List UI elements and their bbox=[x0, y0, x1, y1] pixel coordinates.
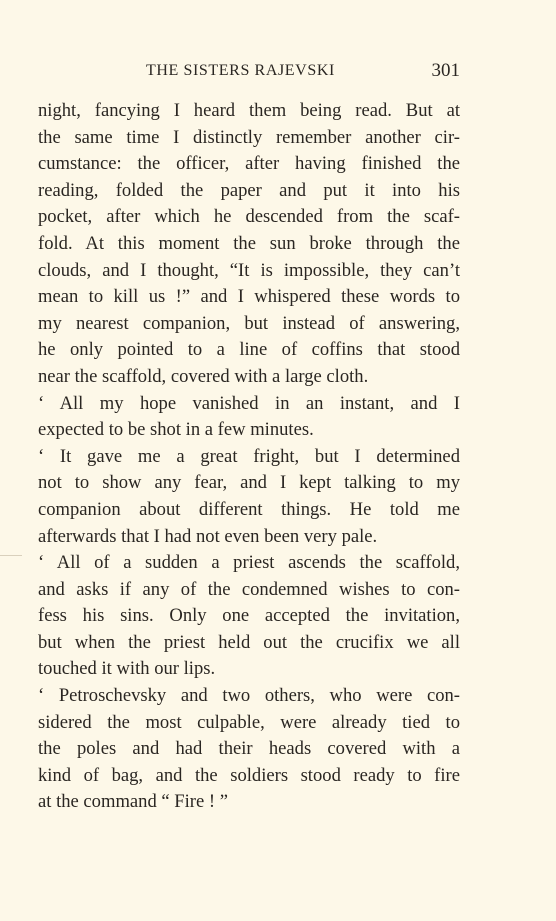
paragraph-end-line: near the scaffold, covered with a large cloth. bbox=[38, 365, 369, 387]
text-line: mean to kill us !” and I whispered these words to bbox=[38, 286, 460, 308]
text-line: pocket, after which he descended from the scaf- bbox=[38, 206, 460, 228]
text-line: clouds, and I thought, “It is impossible, they can’t bbox=[38, 259, 460, 281]
text-line: companion about different things. He told me bbox=[38, 498, 460, 520]
page-header bbox=[38, 60, 460, 88]
text-line: ‘ Petroschevsky and two others, who were con- bbox=[38, 685, 460, 707]
text-line: but when the priest held out the crucifix we all bbox=[38, 631, 460, 653]
text-line: he only pointed to a line of coffins that stood bbox=[38, 339, 460, 361]
text-line: fess his sins. Only one accepted the invitation, bbox=[38, 605, 460, 627]
text-line: the same time I distinctly remember another cir- bbox=[38, 126, 460, 148]
text-line: reading, folded the paper and put it into his bbox=[38, 179, 460, 201]
paragraph-end-line: at the command “ Fire ! ” bbox=[38, 791, 228, 813]
running-head: THE SISTERS RAJEVSKI bbox=[146, 62, 335, 79]
paragraph-end-line: touched it with our lips. bbox=[38, 658, 216, 680]
text-line: night, fancying I heard them being read. But at bbox=[38, 100, 460, 121]
text-line: ‘ All of a sudden a priest ascends the scaffold, bbox=[38, 552, 460, 574]
paragraph-end-line: afterwards that I had not even been very pale. bbox=[38, 525, 378, 547]
text-line: ‘ It gave me a great fright, but I determined bbox=[38, 445, 460, 467]
text-line: sidered the most culpable, were already tied to bbox=[38, 711, 460, 733]
text-line: ‘ All my hope vanished in an instant, and I bbox=[38, 392, 460, 414]
text-line: cumstance: the officer, after having finished the bbox=[38, 153, 460, 175]
body-text bbox=[38, 98, 460, 816]
text-line: kind of bag, and the soldiers stood ready to fire bbox=[38, 764, 460, 786]
margin-mark bbox=[0, 555, 22, 556]
text-line: my nearest companion, but instead of answering, bbox=[38, 312, 460, 334]
text-line: not to show any fear, and I kept talking to my bbox=[38, 472, 460, 494]
text-line: the poles and had their heads covered with a bbox=[38, 738, 460, 760]
text-line: fold. At this moment the sun broke through the bbox=[38, 232, 460, 254]
page-number: 301 bbox=[431, 60, 460, 81]
text-line: and asks if any of the condemned wishes to con- bbox=[38, 578, 460, 600]
paragraph-end-line: expected to be shot in a few minutes. bbox=[38, 419, 314, 441]
